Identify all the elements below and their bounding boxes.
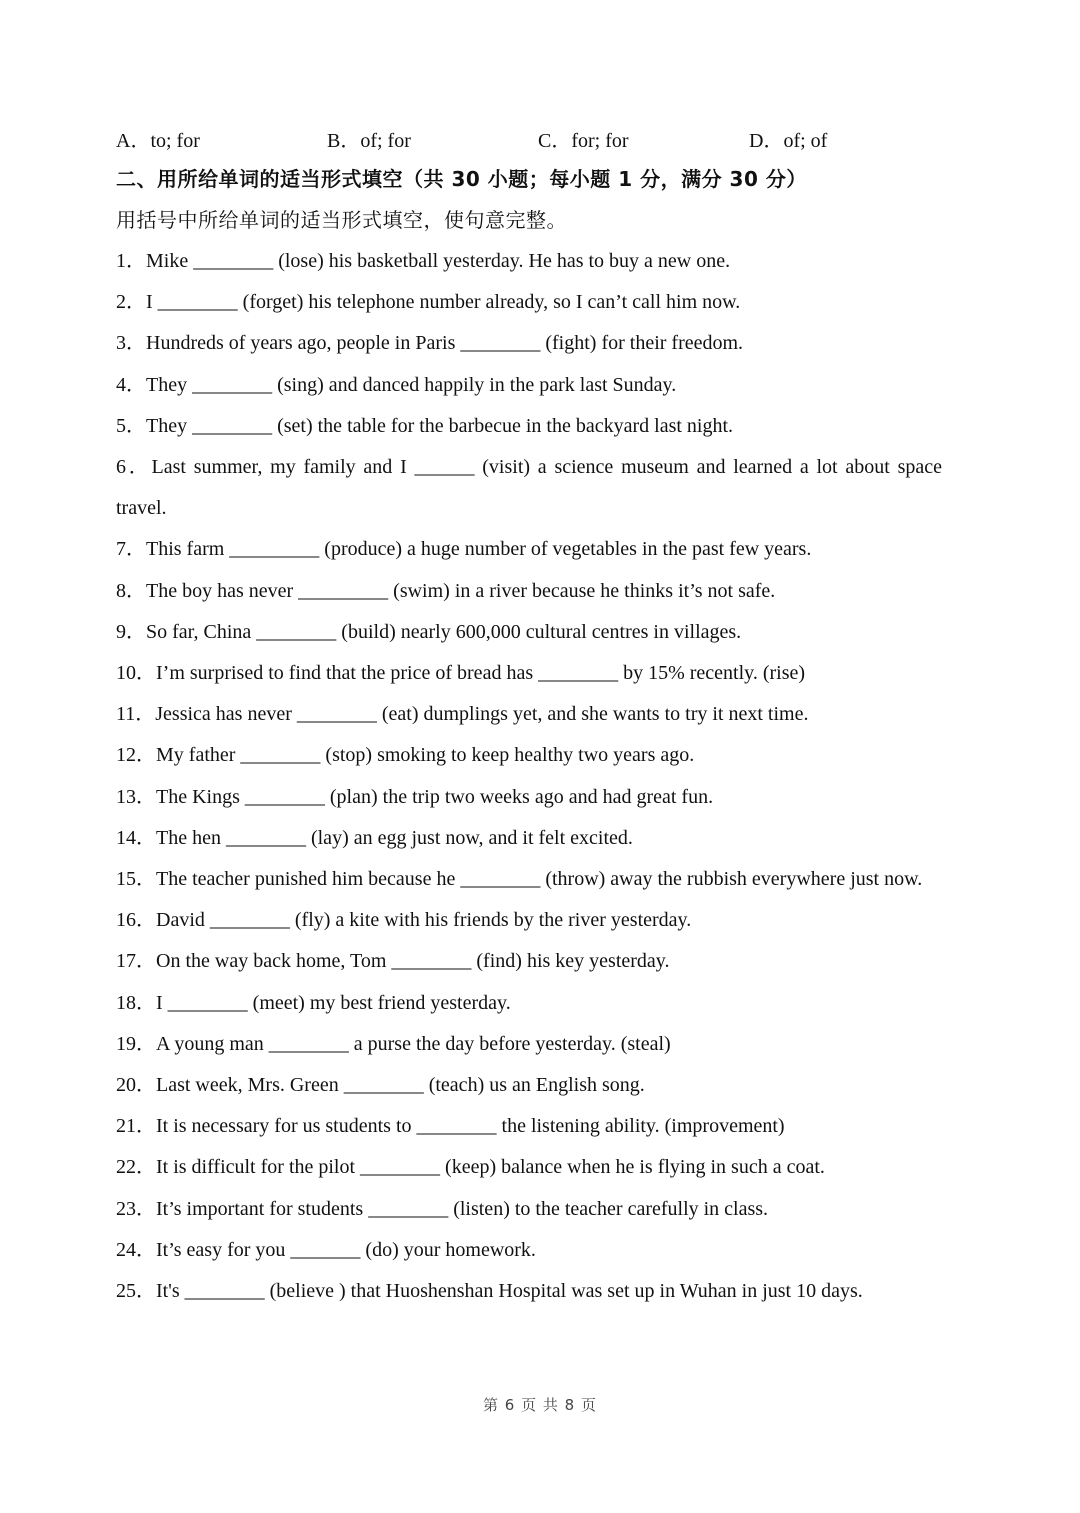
section-title: 二、用所给单词的适当形式填空（共 30 小题；每小题 1 分，满分 30 分） bbox=[116, 167, 807, 191]
option-a: A．to; for bbox=[116, 130, 200, 152]
question-17: 17．On the way back home, Tom ________ (find) his key yesterday. bbox=[116, 950, 670, 973]
question-8: 8．The boy has never _________ (swim) in a river because he thinks it’s not safe. bbox=[116, 579, 776, 602]
question-20: 20．Last week, Mrs. Green ________ (teach) us an English song. bbox=[116, 1074, 645, 1097]
question-19: 19．A young man ________ a purse the day before yesterday. (steal) bbox=[116, 1032, 671, 1055]
question-15: 15．The teacher punished him because he ________ (throw) away the rubbish everywhere just now. bbox=[116, 868, 923, 891]
question-3: 3．Hundreds of years ago, people in Paris ________ (fight) for their freedom. bbox=[116, 332, 744, 355]
option-b: B．of; for bbox=[327, 130, 411, 152]
question-16: 16．David ________ (fly) a kite with his friends by the river yesterday. bbox=[116, 909, 692, 932]
question-list bbox=[116, 241, 942, 1312]
question-23: 23．It’s important for students ________ (listen) to the teacher carefully in class. bbox=[116, 1197, 769, 1220]
question-1: 1．Mike ________ (lose) his basketball yesterday. He has to buy a new one. bbox=[116, 250, 731, 272]
question-11: 11．Jessica has never ________ (eat) dumplings yet, and she wants to try it next time. bbox=[116, 703, 809, 726]
question-7: 7．This farm _________ (produce) a huge number of vegetables in the past few years. bbox=[116, 538, 812, 561]
question-25: 25．It's ________ (believe ) that Huoshenshan Hospital was set up in Wuhan in just 10 days. bbox=[116, 1280, 863, 1303]
question-4: 4．They ________ (sing) and danced happily in the park last Sunday. bbox=[116, 373, 677, 396]
section-instruction: 用括号中所给单词的适当形式填空，使句意完整。 bbox=[116, 208, 567, 232]
question-13: 13．The Kings ________ (plan) the trip two weeks ago and had great fun. bbox=[116, 785, 714, 808]
question-6: 6．Last summer, my family and I ______ (visit) a science museum and learned a lot about space travel. bbox=[116, 456, 942, 520]
question-14: 14．The hen ________ (lay) an egg just now, and it felt excited. bbox=[116, 826, 633, 849]
previous-question-options bbox=[116, 124, 956, 154]
question-9: 9．So far, China ________ (build) nearly 600,000 cultural centres in villages. bbox=[116, 620, 742, 643]
question-5: 5．They ________ (set) the table for the barbecue in the backyard last night. bbox=[116, 414, 734, 437]
question-18: 18．I ________ (meet) my best friend yesterday. bbox=[116, 991, 511, 1014]
question-21: 21．It is necessary for us students to ________ the listening ability. (improvement) bbox=[116, 1115, 785, 1138]
question-22: 22．It is difficult for the pilot ________ (keep) balance when he is flying in such a coat. bbox=[116, 1156, 825, 1179]
question-24: 24．It’s easy for you _______ (do) your homework. bbox=[116, 1238, 536, 1261]
option-c: C．for; for bbox=[538, 130, 629, 152]
question-10: 10．I’m surprised to find that the price of bread has ________ by 15% recently. (rise) bbox=[116, 662, 806, 685]
page-footer: 第 6 页 共 8 页 bbox=[483, 1396, 597, 1414]
option-d: D．of; of bbox=[749, 130, 828, 152]
question-12: 12．My father ________ (stop) smoking to keep healthy two years ago. bbox=[116, 744, 695, 767]
question-2: 2．I ________ (forget) his telephone number already, so I can’t call him now. bbox=[116, 291, 741, 314]
